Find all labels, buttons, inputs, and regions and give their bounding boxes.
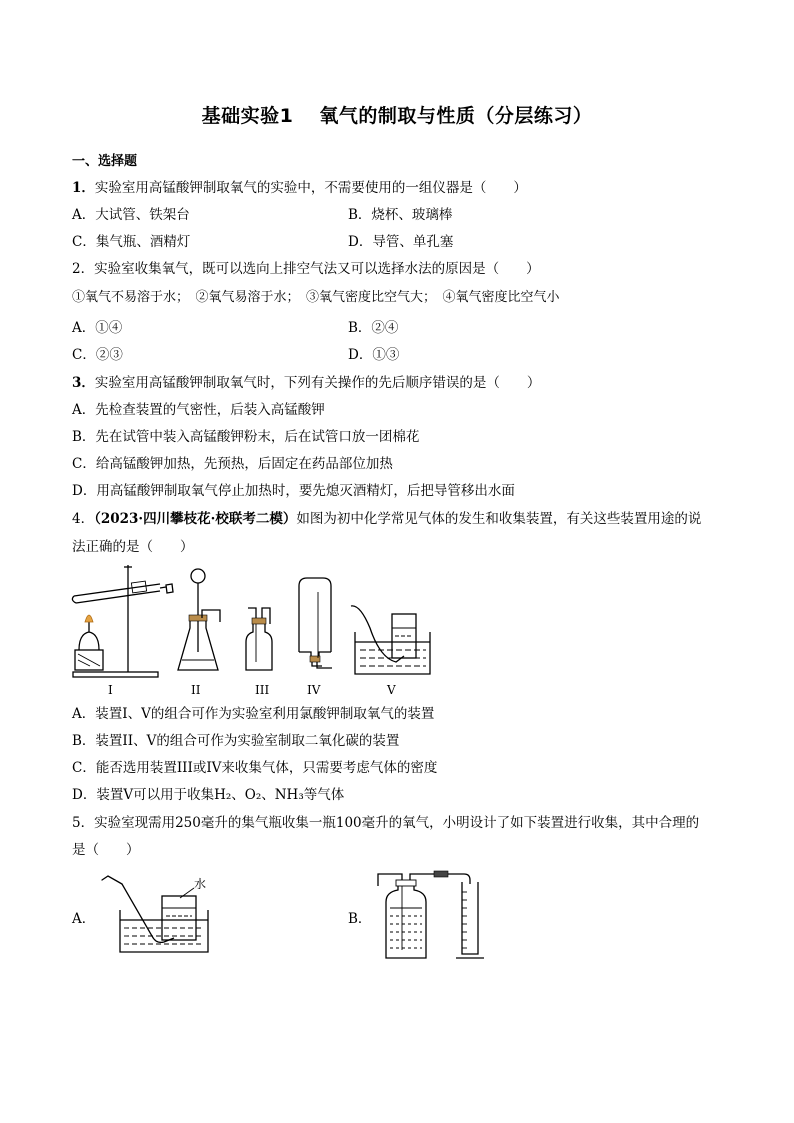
question-2-stem: [72, 260, 540, 278]
page-title: [0, 101, 794, 128]
apparatus-iv: [299, 578, 332, 668]
q3-option-a[interactable]: A．先检查装置的气密性，后装入高锰酸钾: [72, 402, 325, 418]
question-5-stem: [72, 814, 699, 832]
title-part1: 基础实验1: [201, 105, 294, 127]
q2-option-a[interactable]: A．①④: [72, 320, 123, 336]
title-part2: 氧气的制取与性质（分层练习）: [319, 105, 593, 127]
q4-option-d[interactable]: D．装置V可以用于收集H₂、O₂、NH₃等气体: [72, 787, 345, 803]
q4-option-a[interactable]: A．装置I、V的组合可作为实验室利用氯酸钾制取氧气的装置: [72, 706, 435, 722]
question-number: 5．: [72, 815, 95, 831]
water-label: 水: [194, 877, 207, 891]
question-text: 实验室用高锰酸钾制取氧气的实验中，不需要使用的一组仪器是（ ）: [94, 180, 527, 196]
label-v: V: [387, 683, 396, 697]
label-iii: III: [255, 683, 270, 697]
q4-apparatus-figure: [70, 562, 430, 682]
question-5-stem-cont: 是（ ）: [72, 842, 140, 858]
question-number: 2．: [72, 261, 95, 277]
apparatus-i: [72, 565, 173, 677]
q5-option-a[interactable]: A．: [72, 911, 96, 927]
question-text: 如图为初中化学常见气体的发生和收集装置，有关这些装置用途的说: [296, 511, 702, 527]
apparatus-v: [351, 606, 430, 674]
label-i: I: [108, 683, 113, 697]
label-ii: II: [191, 683, 201, 697]
question-3-stem: [72, 374, 540, 392]
q5-figure-a: [98, 870, 208, 960]
q4-option-b[interactable]: B．装置II、V的组合可作为实验室制取二氧化碳的装置: [72, 733, 400, 749]
question-text: 实验室用高锰酸钾制取氧气时，下列有关操作的先后顺序错误的是（ ）: [94, 375, 541, 391]
q5-option-b[interactable]: B．: [348, 911, 372, 927]
question-source: （2023·四川攀枝花·校联考二模）: [94, 511, 297, 527]
q2-option-b[interactable]: B．②④: [348, 320, 399, 336]
q2-option-d[interactable]: D．①③: [348, 347, 400, 363]
q1-option-a[interactable]: A．大试管、铁架台: [72, 207, 190, 223]
question-number: 4．: [72, 511, 95, 527]
question-text: 实验室现需用250毫升的集气瓶收集一瓶100毫升的氧气，小明设计了如下装置进行收集，其中合理的: [94, 815, 700, 831]
apparatus-iii: [246, 608, 272, 670]
q3-option-c[interactable]: C．给高锰酸钾加热，先预热，后固定在药品部位加热: [72, 456, 393, 472]
question-4-stem-cont: 法正确的是（ ）: [72, 539, 194, 555]
q4-figure-labels: [70, 681, 430, 701]
question-number: 1．: [72, 180, 95, 196]
q3-option-d[interactable]: D．用高锰酸钾制取氧气停止加热时，要先熄灭酒精灯，后把导管移出水面: [72, 483, 515, 499]
apparatus-ii: [178, 569, 220, 670]
q3-option-b[interactable]: B．先在试管中装入高锰酸钾粉末，后在试管口放一团棉花: [72, 429, 420, 445]
question-number: 3．: [72, 375, 95, 391]
q1-option-b[interactable]: B．烧杯、玻璃棒: [348, 207, 453, 223]
q2-option-c[interactable]: C．②③: [72, 347, 123, 363]
section-heading: 一、选择题: [72, 154, 138, 169]
q4-option-c[interactable]: C．能否选用装置III或IV来收集气体，只需要考虑气体的密度: [72, 760, 438, 776]
q1-option-c[interactable]: C．集气瓶、酒精灯: [72, 234, 191, 250]
question-4-stem: [72, 510, 701, 528]
label-iv: IV: [307, 683, 321, 697]
q1-option-d[interactable]: D．导管、单孔塞: [348, 234, 454, 250]
question-1-stem: [72, 179, 527, 197]
q5-figure-b: [372, 868, 492, 960]
question-text: 实验室收集氧气，既可以选向上排空气法又可以选择水法的原因是（ ）: [94, 261, 540, 277]
q2-statements: ①氧气不易溶于水； ②氧气易溶于水； ③氧气密度比空气大； ④氧气密度比空气小: [72, 290, 560, 305]
